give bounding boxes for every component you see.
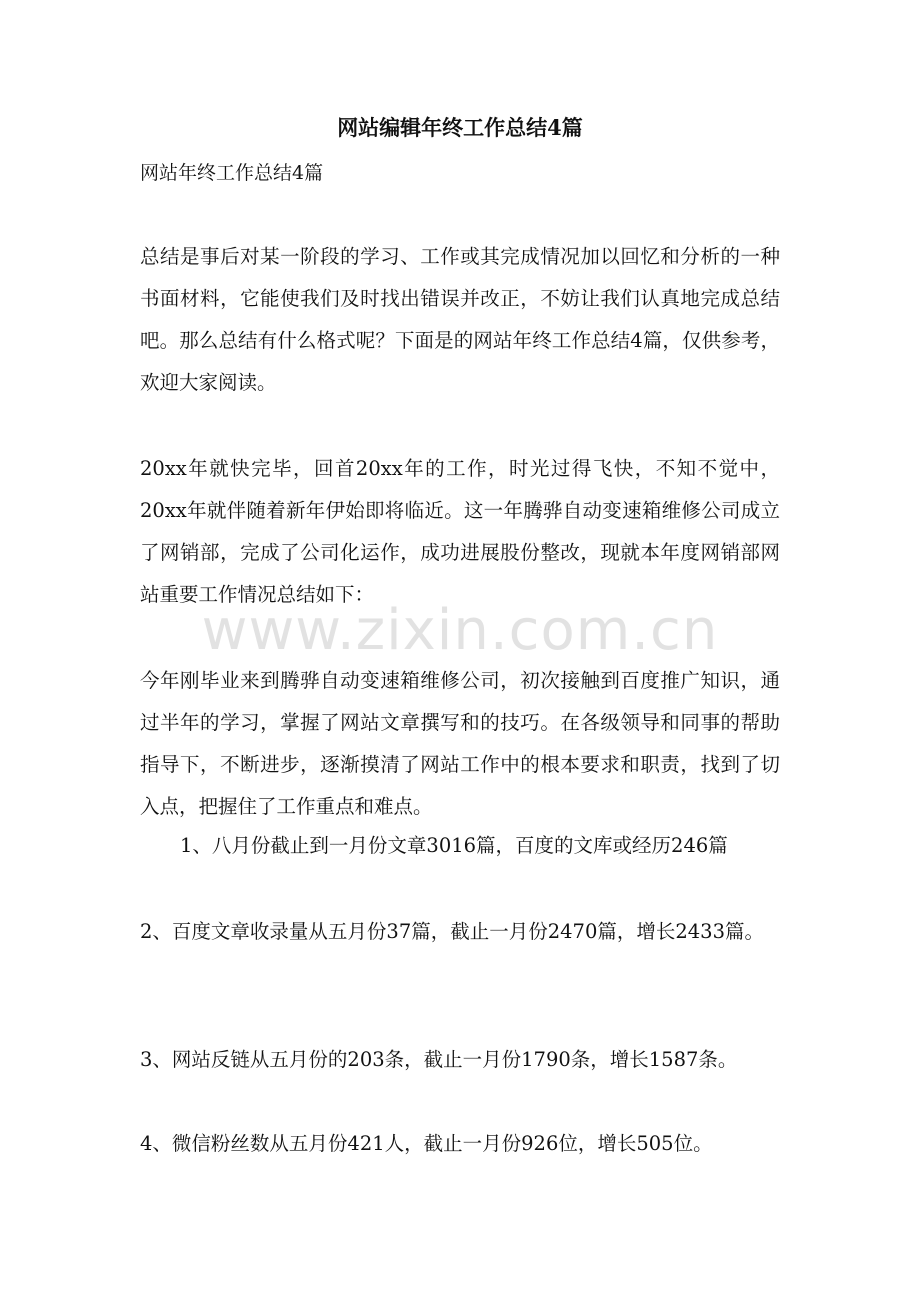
list-item-backlinks: 3、网站反链从五月份的203条，截止一月份1790条，增长1587条。 [140, 1048, 738, 1071]
paragraph-experience: 今年刚毕业来到腾骅自动变速箱维修公司，初次接触到百度推广知识，通过半年的学习，掌握了网站文章撰写和的技巧。在各级领导和同事的帮助指导下，不断进步，逐渐摸清了网站工作中的根本要求和职责，找到了切入点，把握住了工作重点和难点。 [140, 669, 780, 818]
list-item-indexing: 2、百度文章收录量从五月份37篇，截止一月份2470篇，增长2433篇。 [140, 920, 764, 943]
document-title: 网站编辑年终工作总结4篇 [337, 115, 583, 140]
paragraph-overview: 20xx年就快完毕，回首20xx年的工作，时光过得飞快，不知不觉中，20xx年就伴随着新年伊始即将临近。这一年腾骅自动变速箱维修公司成立了网销部，完成了公司化运作，成功进展股份整改，现就本年度网销部网站重要工作情况总结如下： [140, 457, 780, 606]
watermark: www.zixin.com.cn [201, 598, 719, 663]
paragraph-intro: 总结是事后对某一阶段的学习、工作或其完成情况加以回忆和分析的一种书面材料，它能使我们及时找出错误并改正，不妨让我们认真地完成总结吧。那么总结有什么格式呢？下面是的网站年终工作总结4篇，仅供参考，欢迎大家阅读。 [140, 245, 780, 394]
document-subtitle: 网站年终工作总结4篇 [140, 162, 324, 184]
list-item-wechat-fans: 4、微信粉丝数从五月份421人，截止一月份926位，增长505位。 [140, 1132, 713, 1155]
list-item-articles: 1、八月份截止到一月份文章3016篇，百度的文库或经历246篇 [180, 834, 728, 857]
